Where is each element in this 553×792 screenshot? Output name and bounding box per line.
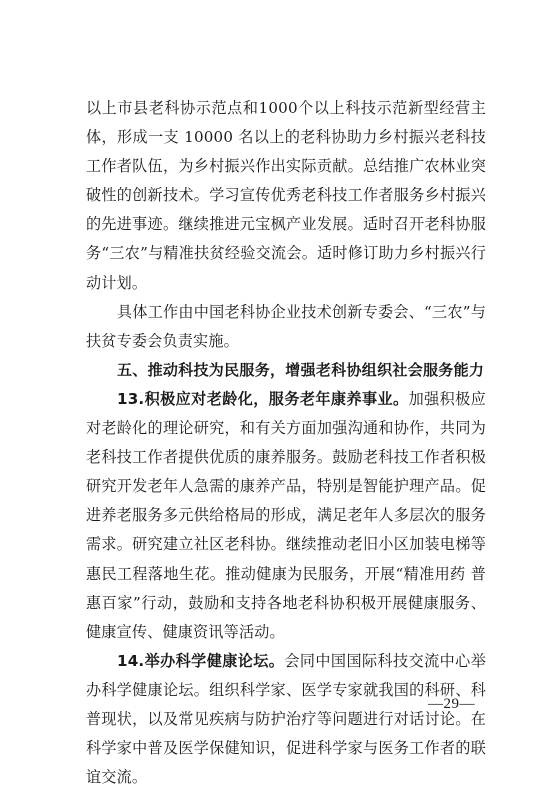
section-heading: 五、推动科技为民服务，增强老科协组织社会服务能力 bbox=[117, 360, 485, 379]
item-13-paragraph bbox=[86, 385, 486, 647]
item-14-label: 14.举办科学健康论坛。 bbox=[117, 651, 285, 670]
body-text bbox=[86, 94, 486, 792]
item-13-text: 加强积极应对老龄化的理论研究，和有关方面加强沟通和协作，共同为老科技工作者提供优质的康养服务。鼓励老科技工作者积极研究开发老年人急需的康养产品，特别是智能护理产品。促进养老服务多元供给格局的形成，满足老年人多层次的服务需求。研究建立社区老科协。继续推动老旧小区加装电梯等惠民工程落地生花。推动健康为民服务，开展“精准用药 普惠百家”行动，鼓励和支持各地老科协积极开展健康服务、健康宣传、健康资讯等活动。 bbox=[86, 389, 486, 641]
page-number: —29— bbox=[428, 696, 475, 712]
continuation-paragraph: 以上市县老科协示范点和1000个以上科技示范新型经营主体，形成一支 10000 名以上的老科协助力乡村振兴老科技工作者队伍，为乡村振兴作出实际贡献。总结推广农林业突破性的创新技术。学习宣传优秀老科技工作者服务乡村振兴的先进事迹。继续推进元宝枫产业发展。适时召开老科协服务“三农”与精准扶贫经验交流会。适时修订助力乡村振兴行动计划。 bbox=[86, 99, 486, 292]
item-14-paragraph bbox=[86, 647, 486, 792]
item-14-text: 会同中国国际科技交流中心举办科学健康论坛。组织科学家、医学专家就我国的科研、科普现状，以及常见疾病与防护治疗等问题进行对话讨论。在科学家中普及医学保健知识，促进科学家与医务工作者的联谊交流。 bbox=[86, 651, 486, 787]
item-13-label: 13.积极应对老龄化，服务老年康养事业。 bbox=[117, 389, 409, 408]
responsibility-paragraph: 具体工作由中国老科协企业技术创新专委会、“三农”与扶贫专委会负责实施。 bbox=[86, 302, 486, 350]
